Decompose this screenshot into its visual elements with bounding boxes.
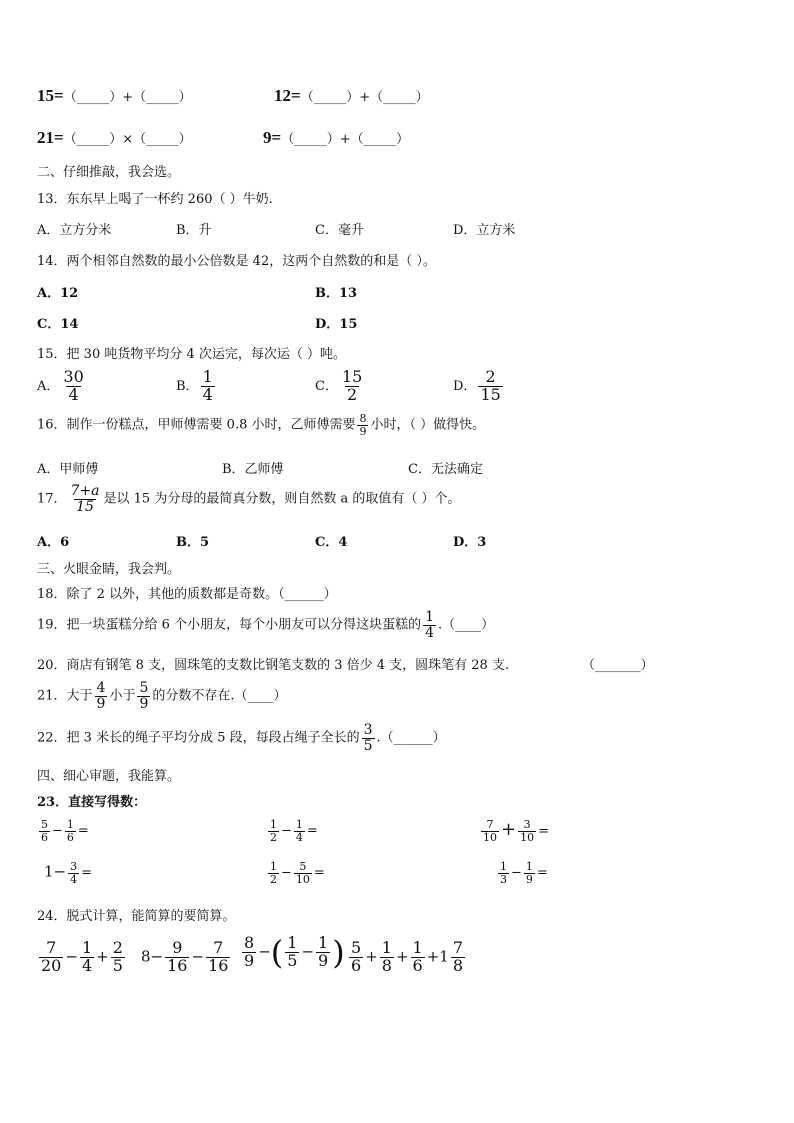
calc-23-3: $\frac{7}{10}$ + $\frac{3}{10}$ = <box>483 818 549 844</box>
expr-24-4: $\frac{5}{6}$ + $\frac{1}{8}$ + $\frac{1}{6}$ +1 $\frac{7}{8}$ <box>351 938 464 975</box>
fraction: $\frac{4}{9}$ <box>96 680 106 712</box>
q15-option-a: A． $\frac{30}{4}$ <box>37 367 84 404</box>
question-19: 19．把一块蛋糕分给 6 个小朋友，每个小朋友可以分得这块蛋糕的 $\frac{1}{4}$ .（____） <box>37 609 495 641</box>
q14-option-c: C．14 <box>37 317 79 332</box>
q14-option-d: D．15 <box>315 317 358 332</box>
fraction: $\frac{1}{6}$ <box>66 818 74 844</box>
question-13: 13．东东早上喝了一杯约 260（ ）牛奶. <box>37 192 273 207</box>
fraction: $\frac{2}{15}$ <box>480 367 501 404</box>
fraction: $\frac{8}{9}$ <box>244 933 255 970</box>
fraction: $\frac{7}{16}$ <box>208 938 229 975</box>
fraction: $\frac{15}{2}$ <box>341 367 363 404</box>
expr-24-1: $\frac{7}{20}$ − $\frac{1}{4}$ + $\frac{2}{5}$ <box>41 938 123 975</box>
q17-option-d: D．3 <box>453 535 487 550</box>
fraction: $\frac{3}{5}$ <box>363 722 373 754</box>
question-24: 24．脱式计算，能简算的要简算。 <box>37 909 236 924</box>
calc-23-1: $\frac{5}{6}$ − $\frac{1}{6}$ = <box>41 818 89 844</box>
eq-15-blanks: （_____）+（_____） <box>63 90 192 105</box>
fraction: $\frac{1}{5}$ <box>287 933 298 970</box>
fraction: $\frac{7}{10}$ <box>483 818 497 844</box>
fraction: $\frac{5}{6}$ <box>351 938 362 975</box>
fraction: $\frac{1}{3}$ <box>500 860 507 886</box>
q15-option-c: C． $\frac{15}{2}$ <box>315 367 363 404</box>
fraction: $\frac{3}{4}$ <box>70 860 78 886</box>
question-20: 20．商店有钢笔 8 支，圆珠笔的支数比钢笔支数的 3 倍少 4 支，圆珠笔有 28 支. <box>37 658 510 673</box>
eq-12-blanks: （_____）+（_____） <box>300 90 429 105</box>
calc-23-4: 1− $\frac{3}{4}$ = <box>44 860 93 886</box>
calc-23-2: $\frac{1}{2}$ − $\frac{1}{4}$ = <box>270 818 318 844</box>
eq-21: 21=（_____）×（_____） <box>37 128 192 147</box>
question-18: 18．除了 2 以外，其他的质数都是奇数。（______） <box>37 587 337 602</box>
expr-24-2: 8− $\frac{9}{16}$ − $\frac{7}{16}$ <box>141 938 229 975</box>
q14-option-a: A．12 <box>37 286 79 301</box>
question-16: 16．制作一份糕点，甲师傅需要 0.8 小时，乙师傅需要 $\frac{8}{9}$ 小时，（ ）做得快。 <box>37 412 486 438</box>
eq-12: 12=（_____）+（_____） <box>274 86 429 105</box>
eq-9-blanks: （_____）+（_____） <box>281 132 410 147</box>
question-15: 15．把 30 吨货物平均分 4 次运完，每次运（ ）吨。 <box>37 347 347 362</box>
q15-option-b: B． $\frac{1}{4}$ <box>176 367 213 404</box>
fraction: $\frac{1}{8}$ <box>381 938 392 975</box>
fraction: $\frac{1}{4}$ <box>81 938 93 975</box>
q16-option-b: B．乙师傅 <box>222 462 284 477</box>
calc-23-6: $\frac{1}{3}$ − $\frac{1}{9}$ = <box>500 860 548 886</box>
question-21: 21．大于 $\frac{4}{9}$ 小于 $\frac{5}{9}$ 的分数不存在.（____） <box>37 680 287 712</box>
fraction: $\frac{1}{2}$ <box>270 818 277 844</box>
q13-option-b: B．升 <box>176 223 212 238</box>
fraction: $\frac{7}{8}$ <box>452 938 464 975</box>
section-2-heading: 二、仔细推敲，我会选。 <box>37 165 181 180</box>
fraction: $\frac{30}{4}$ <box>63 367 84 404</box>
eq-9: 9=（_____）+（_____） <box>263 128 410 147</box>
question-14: 14．两个相邻自然数的最小公倍数是 42，这两个自然数的和是（ ）。 <box>37 254 436 269</box>
q16-option-c: C．无法确定 <box>408 462 483 477</box>
q13-option-a: A．立方分米 <box>37 223 112 238</box>
calc-23-5: $\frac{1}{2}$ − $\frac{5}{10}$ = <box>270 860 325 886</box>
fraction: $\frac{5}{10}$ <box>295 860 310 886</box>
q17-option-b: B．5 <box>176 535 210 550</box>
fraction: $\frac{1}{9}$ <box>525 860 533 886</box>
question-17: 17． $\frac{7+a}{15}$ 是以 15 为分母的最简真分数，则自然数 a 的取值有（ ）个。 <box>37 483 461 515</box>
fraction: $\frac{1}{4}$ <box>295 818 303 844</box>
fraction: $\frac{1}{2}$ <box>270 860 277 886</box>
left-paren: ( <box>270 933 284 972</box>
fraction: $\frac{7+a}{15}$ <box>70 483 100 515</box>
fraction: $\frac{1}{9}$ <box>318 933 329 970</box>
section-4-heading: 四、细心审题，我能算。 <box>37 769 181 784</box>
fraction: $\frac{3}{10}$ <box>520 818 535 844</box>
fraction: $\frac{1}{4}$ <box>425 609 434 641</box>
section-3-heading: 三、火眼金睛，我会判。 <box>37 562 181 577</box>
q15-option-d: D． $\frac{2}{15}$ <box>453 367 501 404</box>
eq-21-blanks: （_____）×（_____） <box>63 132 192 147</box>
fraction: $\frac{5}{6}$ <box>41 818 48 844</box>
question-22: 22．把 3 米长的绳子平均分成 5 段，每段占绳子全长的 $\frac{3}{5}$ .（______） <box>37 722 446 754</box>
right-paren: ) <box>332 933 345 972</box>
fraction: $\frac{2}{5}$ <box>112 938 123 975</box>
q17-option-c: C．4 <box>315 535 348 550</box>
eq-15: 15=（_____）+（_____） <box>37 86 192 105</box>
expr-24-3: $\frac{8}{9}$ −( $\frac{1}{5}$ − $\frac{1}{9}$ ) <box>244 933 345 972</box>
q16-option-a: A．甲师傅 <box>37 462 99 477</box>
q20-answer-blank: （_______） <box>582 658 654 673</box>
fraction: $\frac{8}{9}$ <box>359 412 367 438</box>
fraction: $\frac{7}{20}$ <box>41 938 62 975</box>
q17-option-a: A．6 <box>37 535 70 550</box>
fraction: $\frac{1}{6}$ <box>412 938 423 975</box>
q14-option-b: B．13 <box>315 286 358 301</box>
question-23: 23．直接写得数： <box>37 795 147 810</box>
fraction: $\frac{9}{16}$ <box>167 938 188 975</box>
q13-option-c: C．毫升 <box>315 223 364 238</box>
fraction: $\frac{1}{4}$ <box>202 367 213 404</box>
q13-option-d: D．立方米 <box>453 223 516 238</box>
fraction: $\frac{5}{9}$ <box>139 680 149 712</box>
